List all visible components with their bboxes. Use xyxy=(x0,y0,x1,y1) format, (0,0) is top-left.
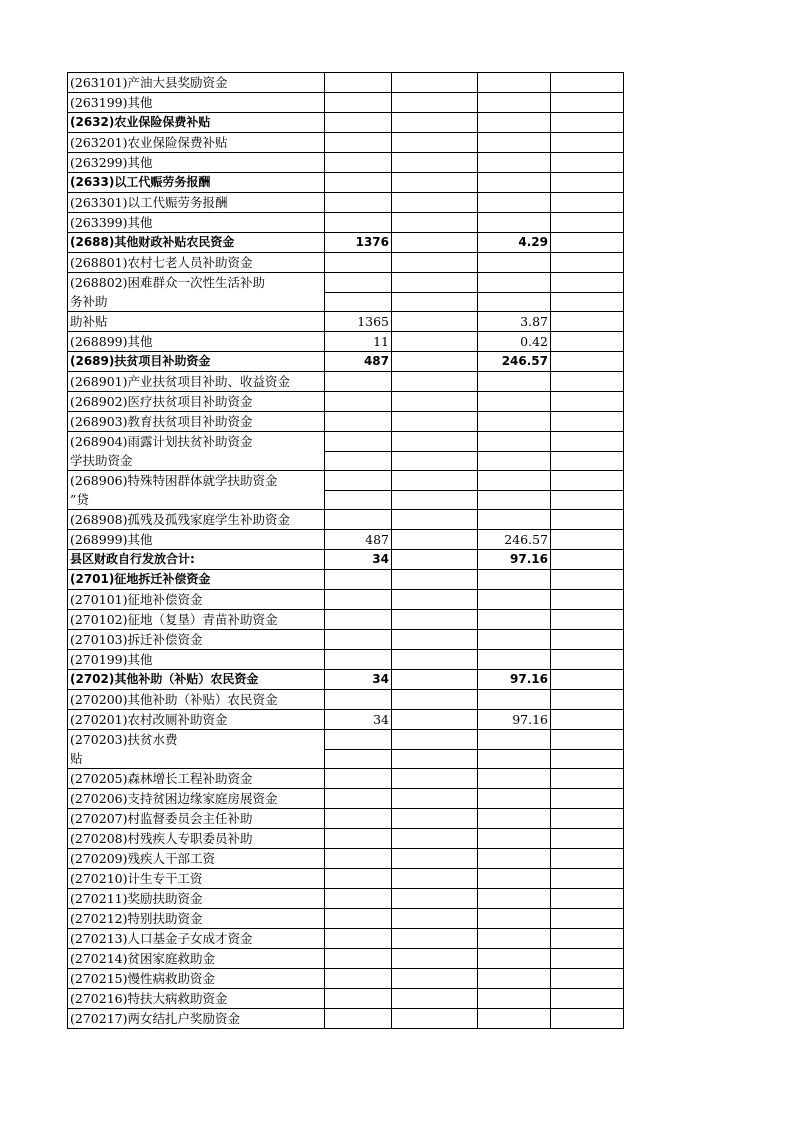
row-cell-empty xyxy=(551,213,624,233)
row-value-3: 246.57 xyxy=(478,530,551,550)
row-cell-empty xyxy=(392,690,478,710)
row-cell-empty xyxy=(551,889,624,909)
row-value-1 xyxy=(325,372,392,392)
row-value-1 xyxy=(325,909,392,929)
row-label: (270214)贫困家庭救助金 xyxy=(68,949,325,969)
row-value-3 xyxy=(478,213,551,233)
row-cell-empty xyxy=(392,969,478,989)
table-row xyxy=(68,332,624,352)
table-row xyxy=(68,929,624,949)
row-cell-empty xyxy=(551,93,624,113)
table-row xyxy=(68,233,624,253)
row-label: ”贷 xyxy=(68,490,325,510)
row-value-1 xyxy=(325,949,392,969)
row-value-1 xyxy=(325,730,392,750)
table-row xyxy=(68,829,624,849)
row-value-1: 11 xyxy=(325,332,392,352)
row-label: (268899)其他 xyxy=(68,332,325,352)
table-row xyxy=(68,969,624,989)
table-row xyxy=(68,570,624,590)
row-cell-empty xyxy=(551,471,624,491)
row-value-1 xyxy=(325,630,392,650)
row-value-3 xyxy=(478,133,551,153)
table-row xyxy=(68,73,624,93)
table-row xyxy=(68,412,624,432)
row-label: (270103)拆迁补偿资金 xyxy=(68,630,325,650)
row-cell-empty xyxy=(392,372,478,392)
row-cell-empty xyxy=(392,809,478,829)
row-cell-empty xyxy=(392,550,478,570)
row-value-3 xyxy=(478,73,551,93)
row-label: (268999)其他 xyxy=(68,530,325,550)
row-value-3 xyxy=(478,193,551,213)
row-value-3 xyxy=(478,93,551,113)
row-cell-empty xyxy=(392,432,478,452)
row-cell-empty xyxy=(392,292,478,312)
row-label: (2701)征地拆迁补偿资金 xyxy=(68,570,325,590)
row-cell-empty xyxy=(392,312,478,332)
row-cell-empty xyxy=(392,590,478,610)
row-label: (263299)其他 xyxy=(68,153,325,173)
row-value-3 xyxy=(478,610,551,630)
row-value-3 xyxy=(478,690,551,710)
table-row xyxy=(68,789,624,809)
row-value-1: 1376 xyxy=(325,233,392,253)
row-cell-empty xyxy=(392,253,478,273)
row-value-1 xyxy=(325,570,392,590)
row-value-3 xyxy=(478,590,551,610)
row-cell-empty xyxy=(551,1009,624,1029)
row-label: (268908)孤残及孤残家庭学生补助资金 xyxy=(68,510,325,530)
row-value-1 xyxy=(325,253,392,273)
row-value-1 xyxy=(325,392,392,412)
row-value-1 xyxy=(325,969,392,989)
row-cell-empty xyxy=(392,650,478,670)
row-label: (270207)村监督委员会主任补助 xyxy=(68,809,325,829)
row-value-1 xyxy=(325,929,392,949)
row-label: (268903)教育扶贫项目补助资金 xyxy=(68,412,325,432)
row-value-3 xyxy=(478,889,551,909)
row-value-1 xyxy=(325,213,392,233)
row-cell-empty xyxy=(551,510,624,530)
table-row xyxy=(68,530,624,550)
row-label: (2688)其他财政补贴农民资金 xyxy=(68,233,325,253)
row-cell-empty xyxy=(392,233,478,253)
row-cell-empty xyxy=(392,332,478,352)
table-row xyxy=(68,213,624,233)
row-cell-empty xyxy=(551,273,624,293)
row-value-1 xyxy=(325,471,392,491)
row-value-3 xyxy=(478,451,551,471)
row-cell-empty xyxy=(392,710,478,730)
row-label: (270209)残疾人干部工资 xyxy=(68,849,325,869)
row-value-1 xyxy=(325,153,392,173)
table-row xyxy=(68,471,624,491)
row-value-3 xyxy=(478,849,551,869)
row-label: (270217)两女结扎户奖励资金 xyxy=(68,1009,325,1029)
row-cell-empty xyxy=(551,451,624,471)
row-cell-empty xyxy=(392,929,478,949)
table-row xyxy=(68,749,624,769)
table-row xyxy=(68,590,624,610)
row-cell-empty xyxy=(392,113,478,133)
row-cell-empty xyxy=(551,849,624,869)
table-row xyxy=(68,312,624,332)
row-cell-empty xyxy=(551,233,624,253)
row-value-3 xyxy=(478,969,551,989)
row-label: 务补助 xyxy=(68,292,325,312)
row-label: (263101)产油大县奖励资金 xyxy=(68,73,325,93)
row-label: (270211)奖励扶助资金 xyxy=(68,889,325,909)
row-value-1 xyxy=(325,490,392,510)
row-cell-empty xyxy=(551,352,624,372)
row-label: (270203)扶贫水费 xyxy=(68,730,325,750)
table-row xyxy=(68,510,624,530)
row-value-3 xyxy=(478,650,551,670)
row-label: (270200)其他补助（补贴）农民资金 xyxy=(68,690,325,710)
row-cell-empty xyxy=(551,73,624,93)
row-cell-empty xyxy=(392,989,478,1009)
table-row xyxy=(68,889,624,909)
row-cell-empty xyxy=(551,590,624,610)
row-value-1 xyxy=(325,412,392,432)
table-row xyxy=(68,273,624,293)
row-label: (2702)其他补助（补贴）农民资金 xyxy=(68,670,325,690)
row-cell-empty xyxy=(551,312,624,332)
row-value-3 xyxy=(478,253,551,273)
row-cell-empty xyxy=(551,332,624,352)
row-label: (268904)雨露计划扶贫补助资金 xyxy=(68,432,325,452)
row-cell-empty xyxy=(392,849,478,869)
row-cell-empty xyxy=(551,710,624,730)
row-value-3 xyxy=(478,630,551,650)
row-value-1 xyxy=(325,789,392,809)
table-row xyxy=(68,193,624,213)
row-cell-empty xyxy=(551,789,624,809)
table-row xyxy=(68,153,624,173)
row-cell-empty xyxy=(551,769,624,789)
row-value-3 xyxy=(478,471,551,491)
row-value-1 xyxy=(325,113,392,133)
table-row xyxy=(68,650,624,670)
table-row xyxy=(68,670,624,690)
row-value-1 xyxy=(325,889,392,909)
row-cell-empty xyxy=(392,451,478,471)
row-value-1: 34 xyxy=(325,710,392,730)
row-value-3 xyxy=(478,769,551,789)
table-row xyxy=(68,372,624,392)
table-row xyxy=(68,253,624,273)
row-cell-empty xyxy=(551,530,624,550)
row-value-1 xyxy=(325,1009,392,1029)
row-cell-empty xyxy=(392,570,478,590)
row-cell-empty xyxy=(392,789,478,809)
row-value-1 xyxy=(325,989,392,1009)
row-cell-empty xyxy=(392,73,478,93)
row-cell-empty xyxy=(551,949,624,969)
row-cell-empty xyxy=(551,113,624,133)
table-row xyxy=(68,610,624,630)
row-label: (263199)其他 xyxy=(68,93,325,113)
table-row xyxy=(68,352,624,372)
table-row xyxy=(68,909,624,929)
row-cell-empty xyxy=(392,630,478,650)
row-cell-empty xyxy=(551,292,624,312)
row-value-3 xyxy=(478,570,551,590)
row-cell-empty xyxy=(392,829,478,849)
row-label: (270201)农村改厕补助资金 xyxy=(68,710,325,730)
row-cell-empty xyxy=(392,412,478,432)
table-row xyxy=(68,1009,624,1029)
row-label: (270206)支持贫困边缘家庭房展资金 xyxy=(68,789,325,809)
row-value-1: 487 xyxy=(325,530,392,550)
row-cell-empty xyxy=(551,610,624,630)
row-cell-empty xyxy=(551,490,624,510)
row-value-3: 97.16 xyxy=(478,550,551,570)
row-label: (2632)农业保险保费补贴 xyxy=(68,113,325,133)
row-value-3 xyxy=(478,749,551,769)
row-cell-empty xyxy=(392,153,478,173)
row-value-3: 3.87 xyxy=(478,312,551,332)
row-cell-empty xyxy=(392,909,478,929)
row-value-3 xyxy=(478,869,551,889)
row-value-1 xyxy=(325,650,392,670)
row-value-3 xyxy=(478,273,551,293)
row-value-3 xyxy=(478,789,551,809)
row-cell-empty xyxy=(392,510,478,530)
row-label: (268802)困难群众一次性生活补助 xyxy=(68,273,325,293)
row-label: 贴 xyxy=(68,749,325,769)
row-cell-empty xyxy=(551,650,624,670)
row-value-1: 34 xyxy=(325,670,392,690)
row-cell-empty xyxy=(551,253,624,273)
row-cell-empty xyxy=(551,133,624,153)
row-cell-empty xyxy=(392,889,478,909)
data-table xyxy=(67,72,624,1029)
row-value-1 xyxy=(325,273,392,293)
table-row xyxy=(68,173,624,193)
row-value-1 xyxy=(325,432,392,452)
table-row xyxy=(68,113,624,133)
row-value-1 xyxy=(325,829,392,849)
row-cell-empty xyxy=(392,610,478,630)
table-row xyxy=(68,292,624,312)
row-value-3: 4.29 xyxy=(478,233,551,253)
row-value-3 xyxy=(478,510,551,530)
row-cell-empty xyxy=(551,670,624,690)
row-cell-empty xyxy=(551,929,624,949)
row-cell-empty xyxy=(551,570,624,590)
row-value-3 xyxy=(478,989,551,1009)
table-row xyxy=(68,869,624,889)
row-value-1: 487 xyxy=(325,352,392,372)
row-value-3 xyxy=(478,809,551,829)
table-row xyxy=(68,490,624,510)
row-cell-empty xyxy=(392,392,478,412)
row-value-1 xyxy=(325,809,392,829)
row-label: (268801)农村七老人员补助资金 xyxy=(68,253,325,273)
table-row xyxy=(68,730,624,750)
row-cell-empty xyxy=(551,372,624,392)
row-label: (270102)征地（复垦）青苗补助资金 xyxy=(68,610,325,630)
row-value-3: 97.16 xyxy=(478,710,551,730)
row-label: (268906)特殊特困群体就学扶助资金 xyxy=(68,471,325,491)
row-value-1 xyxy=(325,292,392,312)
row-value-3: 97.16 xyxy=(478,670,551,690)
row-value-3: 246.57 xyxy=(478,352,551,372)
row-cell-empty xyxy=(392,949,478,969)
row-cell-empty xyxy=(392,133,478,153)
row-value-1 xyxy=(325,749,392,769)
row-cell-empty xyxy=(392,173,478,193)
table-row xyxy=(68,809,624,829)
row-label: (263399)其他 xyxy=(68,213,325,233)
table-row xyxy=(68,432,624,452)
row-value-1 xyxy=(325,133,392,153)
row-cell-empty xyxy=(551,690,624,710)
table-row xyxy=(68,392,624,412)
row-value-3 xyxy=(478,412,551,432)
row-value-1 xyxy=(325,173,392,193)
row-label: (270208)村残疾人专职委员补助 xyxy=(68,829,325,849)
row-value-3 xyxy=(478,392,551,412)
row-cell-empty xyxy=(551,829,624,849)
row-label: (270210)计生专干工资 xyxy=(68,869,325,889)
row-cell-empty xyxy=(392,471,478,491)
row-value-1: 1365 xyxy=(325,312,392,332)
table-row xyxy=(68,769,624,789)
row-label: (270101)征地补偿资金 xyxy=(68,590,325,610)
row-label: (263201)农业保险保费补贴 xyxy=(68,133,325,153)
row-value-1 xyxy=(325,690,392,710)
row-value-1 xyxy=(325,451,392,471)
row-value-3 xyxy=(478,1009,551,1029)
row-value-3 xyxy=(478,292,551,312)
row-label: (270213)人口基金子女成才资金 xyxy=(68,929,325,949)
row-label: (268901)产业扶贫项目补助、收益资金 xyxy=(68,372,325,392)
row-cell-empty xyxy=(551,969,624,989)
row-value-3 xyxy=(478,372,551,392)
row-label: (268902)医疗扶贫项目补助资金 xyxy=(68,392,325,412)
row-cell-empty xyxy=(551,392,624,412)
row-value-3 xyxy=(478,113,551,133)
row-label: (270205)森林增长工程补助资金 xyxy=(68,769,325,789)
row-cell-empty xyxy=(392,769,478,789)
row-value-1 xyxy=(325,590,392,610)
row-cell-empty xyxy=(392,352,478,372)
table-row xyxy=(68,949,624,969)
row-cell-empty xyxy=(392,490,478,510)
row-cell-empty xyxy=(392,869,478,889)
row-value-3 xyxy=(478,949,551,969)
table-row xyxy=(68,849,624,869)
row-cell-empty xyxy=(551,412,624,432)
row-value-3 xyxy=(478,829,551,849)
row-label: 学扶助资金 xyxy=(68,451,325,471)
table-row xyxy=(68,989,624,1009)
table-row xyxy=(68,550,624,570)
row-cell-empty xyxy=(551,432,624,452)
row-cell-empty xyxy=(392,1009,478,1029)
row-cell-empty xyxy=(551,749,624,769)
table-row xyxy=(68,451,624,471)
row-value-3 xyxy=(478,432,551,452)
row-cell-empty xyxy=(392,273,478,293)
row-cell-empty xyxy=(392,213,478,233)
table-row xyxy=(68,630,624,650)
row-cell-empty xyxy=(551,989,624,1009)
row-cell-empty xyxy=(551,173,624,193)
row-label: 县区财政自行发放合计: xyxy=(68,550,325,570)
table-row xyxy=(68,710,624,730)
row-label: (270216)特扶大病救助资金 xyxy=(68,989,325,1009)
row-cell-empty xyxy=(551,630,624,650)
row-value-1: 34 xyxy=(325,550,392,570)
table-row xyxy=(68,93,624,113)
row-value-3 xyxy=(478,730,551,750)
row-cell-empty xyxy=(392,670,478,690)
row-value-3 xyxy=(478,153,551,173)
row-label: 助补贴 xyxy=(68,312,325,332)
row-label: (2689)扶贫项目补助资金 xyxy=(68,352,325,372)
row-cell-empty xyxy=(551,909,624,929)
table-body xyxy=(68,73,624,1029)
row-cell-empty xyxy=(392,730,478,750)
row-label: (263301)以工代赈劳务报酬 xyxy=(68,193,325,213)
row-cell-empty xyxy=(551,153,624,173)
row-value-1 xyxy=(325,193,392,213)
row-cell-empty xyxy=(551,193,624,213)
row-value-3 xyxy=(478,490,551,510)
row-value-1 xyxy=(325,510,392,530)
row-value-3: 0.42 xyxy=(478,332,551,352)
row-cell-empty xyxy=(392,530,478,550)
row-label: (270199)其他 xyxy=(68,650,325,670)
table-row xyxy=(68,133,624,153)
row-value-3 xyxy=(478,909,551,929)
table-row xyxy=(68,690,624,710)
row-label: (270212)特别扶助资金 xyxy=(68,909,325,929)
row-label: (2633)以工代赈劳务报酬 xyxy=(68,173,325,193)
row-value-3 xyxy=(478,929,551,949)
row-cell-empty xyxy=(392,193,478,213)
row-value-1 xyxy=(325,769,392,789)
row-value-1 xyxy=(325,93,392,113)
row-cell-empty xyxy=(551,550,624,570)
row-cell-empty xyxy=(551,730,624,750)
row-cell-empty xyxy=(551,869,624,889)
row-value-1 xyxy=(325,849,392,869)
row-value-1 xyxy=(325,610,392,630)
row-value-3 xyxy=(478,173,551,193)
row-value-1 xyxy=(325,869,392,889)
row-cell-empty xyxy=(392,749,478,769)
row-label: (270215)慢性病救助资金 xyxy=(68,969,325,989)
row-cell-empty xyxy=(551,809,624,829)
row-value-1 xyxy=(325,73,392,93)
row-cell-empty xyxy=(392,93,478,113)
